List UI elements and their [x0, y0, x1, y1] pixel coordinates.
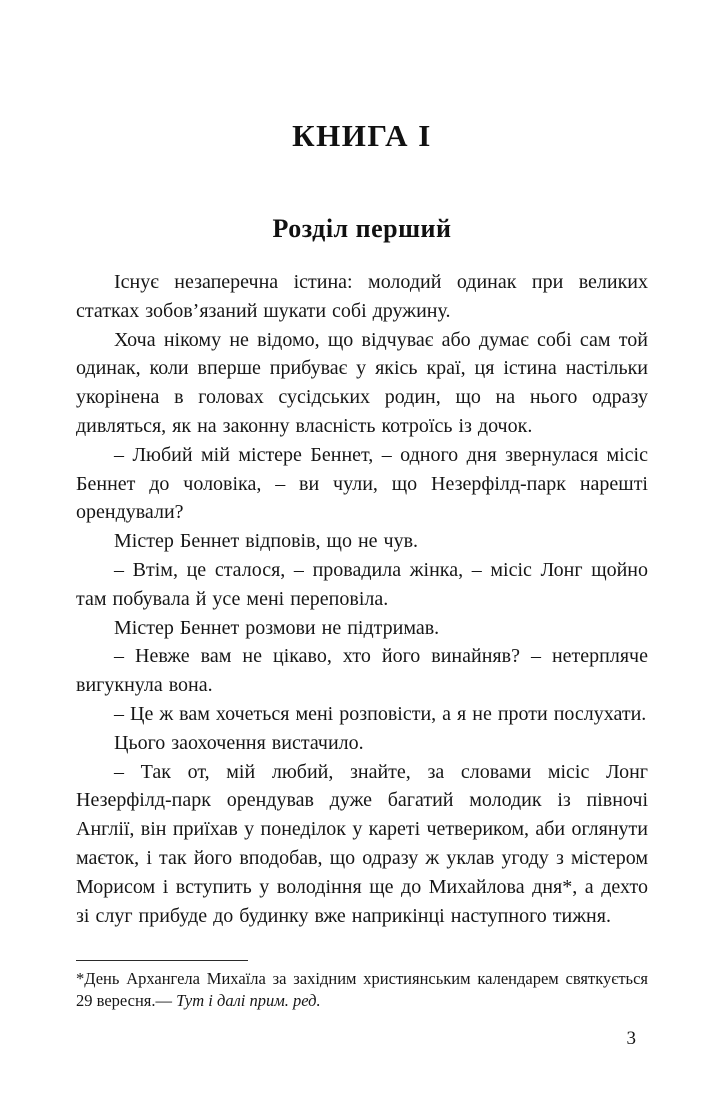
- paragraph: – Так от, мій любий, знайте, за словами місіс Лонг Незерфілд-парк орендував дуже багатий молодик із півночі Англії, він приїхав у понеділок у кареті четвериком, аби оглянути маєток, і так його вподобав, що одразу ж уклав угоду з містером Морисом і вступить у володіння ще до Михайлова дня*, а дехто зі слуг прибуде до будинку вже наприкінці наступного тижня.: [76, 760, 648, 927]
- footnote-body: *День Архангела Михаїла за західним християнським календарем святкується 29 вересня.—: [76, 969, 648, 1010]
- footnote: [76, 960, 648, 1012]
- paragraph: Містер Беннет розмови не підтримав.: [114, 616, 440, 639]
- paragraph: Цього заохочення вистачило.: [114, 731, 364, 754]
- page-number: 3: [626, 1028, 636, 1049]
- paragraph: – Втім, це сталося, – провадила жінка, – місіс Лонг щойно там побувала й усе мені переповіла.: [76, 558, 648, 610]
- paragraph: Існує незаперечна істина: молодий одинак при великих статках зобов’язаний шукати собі дружину.: [76, 271, 648, 322]
- footnote-text: [76, 968, 648, 1012]
- paragraph: – Це ж вам хочеться мені розповісти, а я не проти послухати.: [114, 702, 647, 725]
- paragraph: – Любий мій містере Беннет, – одного дня звернулася місіс Беннет до чоловіка, – ви чули, що Незерфілд-парк нарешті орендували?: [76, 443, 648, 524]
- book-title: КНИГА I: [292, 118, 432, 153]
- paragraph: Хоча нікому не відомо, що відчуває або думає собі сам той одинак, коли вперше прибуває у якісь краї, ця істина настільки укорінена в головах сусідських родин, що на нього одразу дивляться, як на законну власність котроїсь із дочок.: [76, 328, 648, 437]
- paragraph: – Невже вам не цікаво, хто його винайняв? – нетерпляче вигукнула вона.: [76, 645, 648, 697]
- footnote-source: Тут і далі прим. ред.: [176, 991, 321, 1010]
- body-text: [76, 268, 648, 930]
- paragraph: Містер Беннет відповів, що не чув.: [114, 530, 419, 553]
- footnote-divider: [76, 960, 248, 961]
- chapter-title: Розділ перший: [272, 214, 452, 243]
